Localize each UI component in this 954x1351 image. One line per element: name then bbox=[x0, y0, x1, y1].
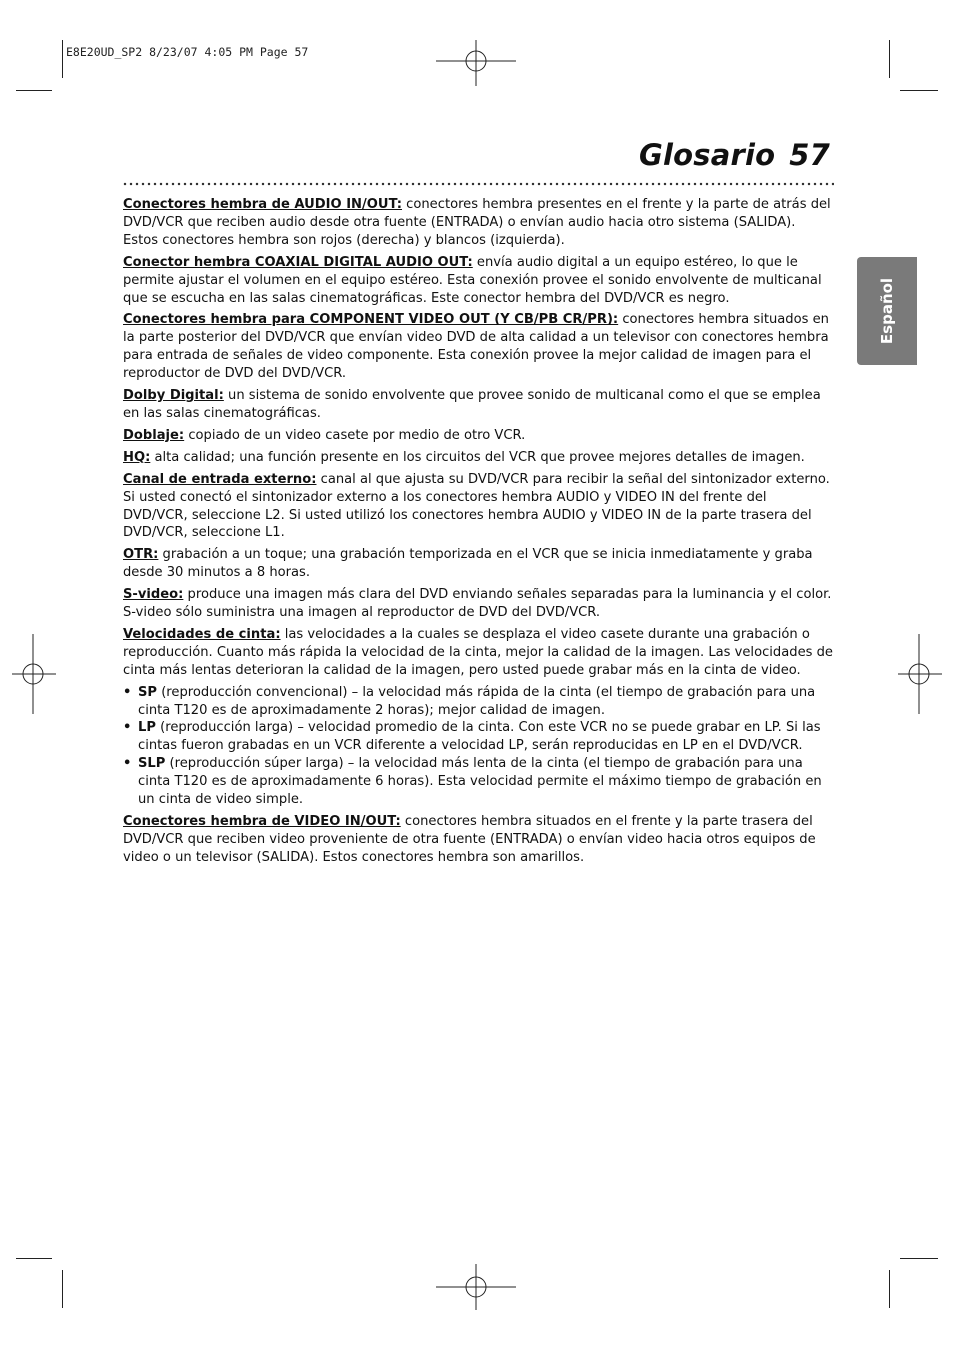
entry-definition: las velocidades a la cuales se desplaza el video casete durante una grabación o reproducción. Cuanto más rápida la velocidad de la cinta, mejor la calidad de la imagen. Las velocidades de cinta más lentas deterioran la calidad de la imagen, pero usted puede grabar más en la cinta de video. bbox=[123, 626, 833, 678]
entry-definition: alta calidad; una función presente en los circuitos del VCR que provee mejores detalles de imagen. bbox=[150, 449, 805, 465]
registration-mark-top bbox=[436, 40, 516, 86]
crop-mark-top-left-h bbox=[16, 90, 52, 91]
entry-term: Conectores hembra de VIDEO IN/OUT: bbox=[123, 814, 401, 829]
speed-description: (reproducción convencional) – la velocidad más rápida de la cinta (el tiempo de grabación para una cinta T120 es de aproximadamente 2 horas); mejor calidad de imagen. bbox=[138, 684, 816, 718]
speed-term: SP bbox=[138, 684, 158, 700]
registration-mark-bottom bbox=[436, 1264, 516, 1310]
entry-term: Conectores hembra de AUDIO IN/OUT: bbox=[123, 197, 403, 212]
entry-definition: copiado de un video casete por medio de otro VCR. bbox=[184, 427, 526, 443]
entry-definition: conectores hembra situados en la parte posterior del DVD/VCR que envían video DVD de alta calidad a un televisor con conectores hembra para entrada de señales de video componente. Esta conexión provee la mejor calidad de imagen para el reproductor de DVD del DVD/VCR. bbox=[123, 312, 829, 382]
speed-term: SLP bbox=[138, 756, 166, 772]
entry-term: HQ: bbox=[123, 449, 151, 465]
glossary-entry bbox=[123, 311, 834, 383]
entry-definition: produce una imagen más clara del DVD enviando señales separadas para la luminancia y el color. S-video sólo suministra una imagen al reproductor de DVD del DVD/VCR. bbox=[123, 587, 832, 621]
language-tab-label: Español bbox=[878, 277, 896, 345]
entry-definition: conectores hembra situados en el frente y la parte trasera del DVD/VCR que reciben video proveniente de otra fuente (ENTRADA) o envían video hacia otros equipos de video o un televisor (SALIDA). Estos conectores hembra son amarillos. bbox=[123, 814, 816, 865]
entry-term: S-video: bbox=[123, 587, 184, 603]
entry-term: OTR: bbox=[123, 547, 159, 563]
glossary-entry bbox=[123, 196, 834, 250]
list-item bbox=[123, 755, 834, 809]
glossary-entry bbox=[123, 813, 834, 867]
entry-term: Conector hembra COAXIAL DIGITAL AUDIO OUT: bbox=[123, 254, 473, 270]
entry-definition: grabación a un toque; una grabación temporizada en el VCR que se inicia inmediatamente y graba desde 30 minutos a 8 horas. bbox=[123, 547, 813, 581]
crop-mark-bottom-right-v bbox=[889, 1270, 890, 1308]
list-item bbox=[123, 719, 834, 755]
speed-term: LP bbox=[138, 720, 156, 736]
entry-term: Velocidades de cinta: bbox=[123, 626, 281, 642]
crop-mark-top-right-v bbox=[889, 40, 890, 78]
glossary-entry bbox=[123, 546, 834, 582]
title-text: Glosario bbox=[638, 138, 776, 172]
tape-speed-list bbox=[123, 684, 834, 809]
entry-term: Doblaje: bbox=[123, 427, 185, 443]
glossary-entry bbox=[123, 471, 834, 543]
speed-description: (reproducción larga) – velocidad promedio de la cinta. Con este VCR no se puede grabar en LP. Si las cintas fueron grabadas en un VCR diferente a velocidad LP, serán reproducidas en LP en el DVD/VCR. bbox=[138, 720, 821, 754]
print-slug: E8E20UD_SP2 8/23/07 4:05 PM Page 57 bbox=[66, 45, 309, 59]
speed-description: (reproducción súper larga) – la velocidad más lenta de la cinta (el tiempo de grabación para una cinta T120 es de aproximadamente 6 horas). Esta velocidad permite el máximo tiempo de grabación en un cinta de video simple. bbox=[138, 756, 822, 808]
registration-mark-left bbox=[12, 634, 56, 714]
entry-definition: un sistema de sonido envolvente que provee sonido de multicanal como el que se emplea en las salas cinematográficas. bbox=[123, 388, 821, 421]
list-item bbox=[123, 684, 834, 720]
crop-mark-bottom-left-v bbox=[62, 1270, 63, 1308]
registration-mark-right bbox=[898, 634, 942, 714]
entry-term: Canal de entrada externo: bbox=[123, 471, 317, 487]
entry-definition: conectores hembra presentes en el frente y la parte de atrás del DVD/VCR que reciben audio desde otra fuente (ENTRADA) o envían audio hacia otro sistema (SALIDA). Estos conectores hembra son rojos (derecha) y blancos (izquierda). bbox=[123, 197, 831, 248]
entry-definition: envía audio digital a un equipo estéreo, lo que le permite ajustar el volumen en el equipo estéreo. Esta conexión provee el sonido envolvente de multicanal que se escucha en las salas cinematográficas. Este conector hembra del DVD/VCR es negro. bbox=[123, 254, 822, 306]
entry-term: Dolby Digital: bbox=[123, 388, 224, 404]
glossary-entry bbox=[123, 254, 834, 308]
page-number: 57 bbox=[789, 138, 830, 172]
glossary-entry bbox=[123, 449, 834, 467]
entry-definition: canal al que ajusta su DVD/VCR para recibir la señal del sintonizador externo. Si usted conectó el sintonizador externo a los conectores hembra AUDIO y VIDEO IN del frente del DVD/VCR, seleccione L2. Si usted utilizó los conectores hembra AUDIO y VIDEO IN de la parte trasera del DVD/VCR, seleccione L1. bbox=[123, 471, 830, 541]
glossary-entry bbox=[123, 427, 834, 445]
glossary-entry bbox=[123, 626, 834, 680]
crop-mark-top-left-v bbox=[62, 40, 63, 78]
glossary-content bbox=[123, 196, 834, 871]
page-title bbox=[639, 138, 830, 172]
glossary-entry bbox=[123, 387, 834, 423]
dotted-rule bbox=[122, 182, 834, 186]
crop-mark-top-right-h bbox=[900, 90, 938, 91]
entry-term: Conectores hembra para COMPONENT VIDEO OUT (Y CB/PB CR/PR): bbox=[123, 312, 619, 328]
glossary-entry bbox=[123, 586, 834, 622]
crop-mark-bottom-left-h bbox=[16, 1258, 52, 1259]
language-tab bbox=[857, 257, 917, 365]
crop-mark-bottom-right-h bbox=[900, 1258, 938, 1259]
